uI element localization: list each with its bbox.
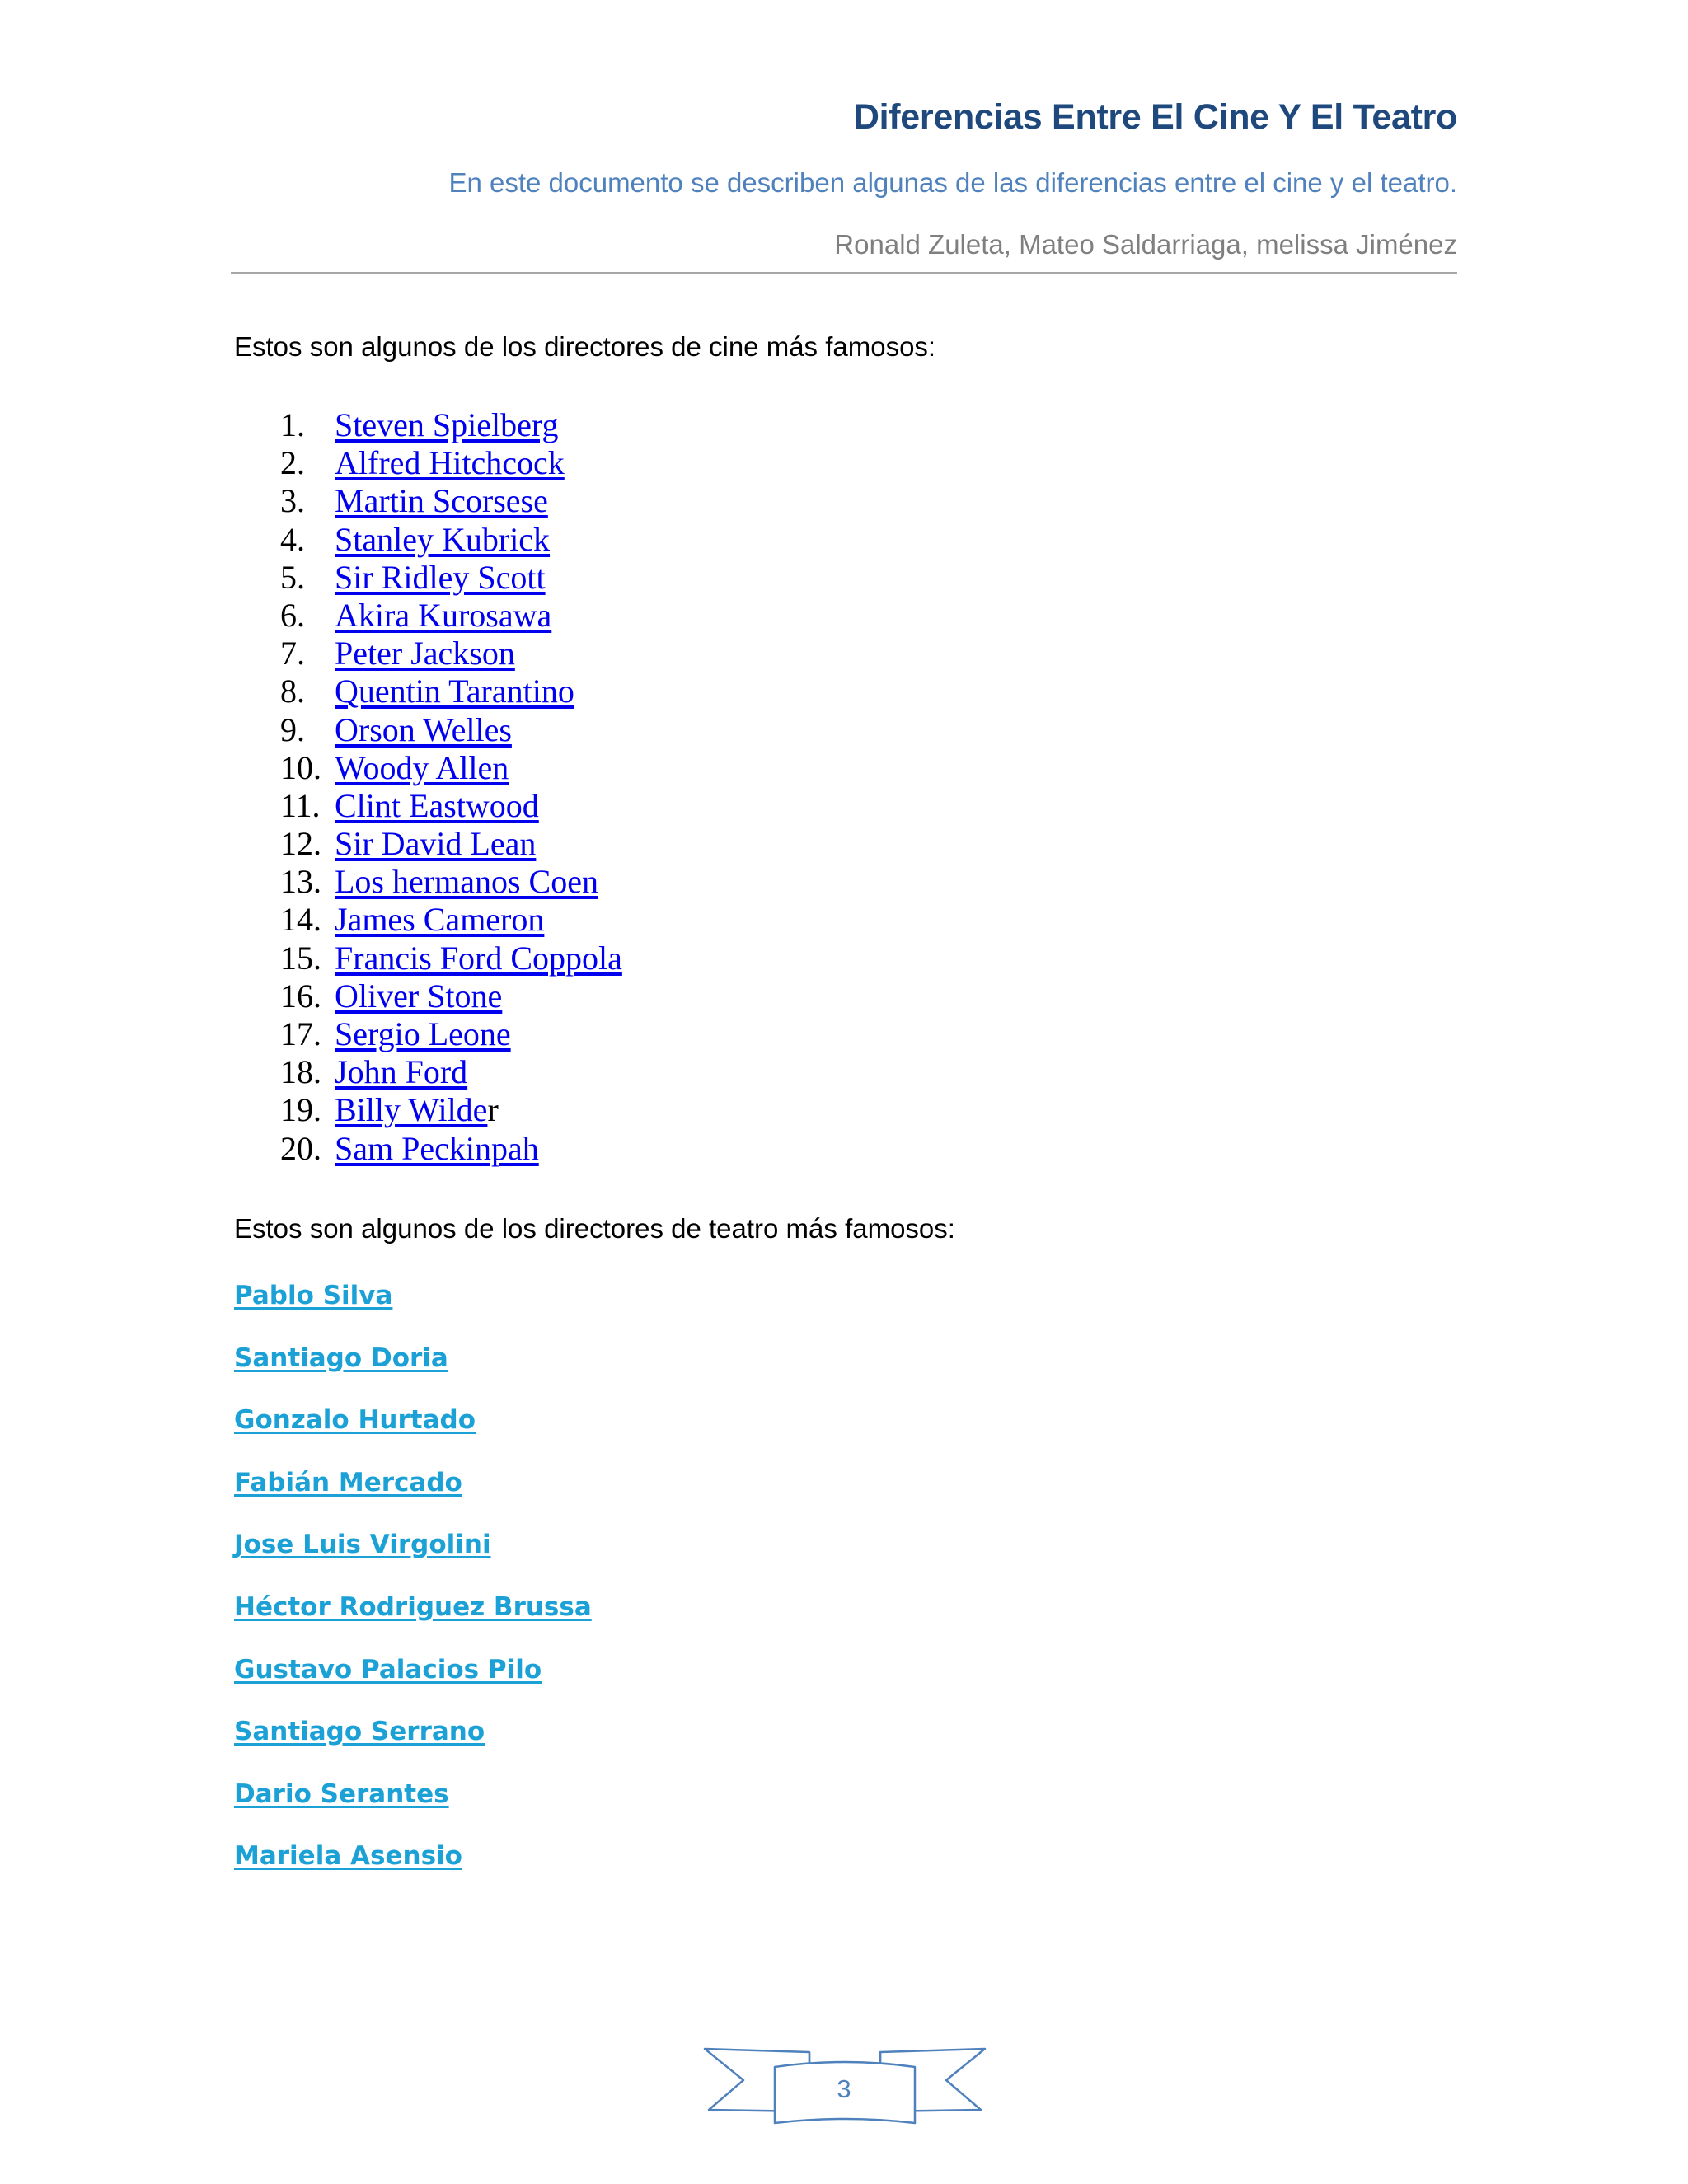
list-item-number: 2.: [280, 444, 305, 482]
list-item: [280, 711, 622, 749]
list-item-number: 6.: [280, 596, 305, 634]
list-item: [234, 1654, 592, 1717]
list-item-number: 15.: [280, 939, 321, 977]
list-item: [280, 1091, 622, 1129]
list-item: [234, 1343, 592, 1405]
list-item-number: 10.: [280, 748, 321, 786]
list-item-number: 12.: [280, 825, 321, 863]
director-link[interactable]: Akira Kurosawa: [335, 596, 552, 634]
list-item-number: 20.: [280, 1129, 321, 1167]
director-link[interactable]: Woody Allen: [335, 748, 509, 786]
director-link[interactable]: Stanley Kubrick: [335, 520, 551, 558]
list-item: [280, 825, 622, 863]
list-item-number: 9.: [280, 710, 305, 748]
list-item-number: 14.: [280, 901, 321, 939]
list-item: [234, 1280, 592, 1343]
director-link[interactable]: Sir Ridley Scott: [335, 558, 546, 596]
director-link[interactable]: Sir David Lean: [335, 825, 537, 863]
director-link[interactable]: Sergio Leone: [335, 1015, 511, 1052]
theater-director-link[interactable]: Jose Luis Virgolini: [234, 1530, 491, 1560]
list-item-trailing-text: r: [487, 1091, 499, 1129]
list-item: [280, 482, 622, 520]
list-item-number: 5.: [280, 558, 305, 596]
theater-director-link[interactable]: Santiago Serrano: [234, 1717, 485, 1747]
page-number: 3: [837, 2074, 851, 2103]
list-item: [234, 1467, 592, 1530]
director-link[interactable]: Oliver Stone: [335, 977, 503, 1015]
list-item: [280, 1015, 622, 1053]
document-authors: Ronald Zuleta, Mateo Saldarriaga, melissa Jiménez: [834, 229, 1457, 260]
list-item-number: 8.: [280, 673, 305, 710]
list-item-number: 17.: [280, 1015, 321, 1052]
theater-director-link[interactable]: Pablo Silva: [234, 1281, 393, 1310]
list-item: [280, 787, 622, 825]
list-item-number: 1.: [280, 406, 305, 443]
theater-director-link[interactable]: Dario Serantes: [234, 1779, 449, 1809]
list-item: [280, 940, 622, 977]
list-item: [280, 597, 622, 635]
list-item: [280, 863, 622, 901]
list-item: [280, 635, 622, 673]
list-item: [234, 1529, 592, 1591]
director-link[interactable]: Quentin Tarantino: [335, 673, 574, 710]
film-directors-intro: Estos son algunos de los directores de cine más famosos:: [234, 331, 936, 362]
theater-directors-intro: Estos son algunos de los directores de teatro más famosos:: [234, 1213, 955, 1244]
director-link[interactable]: James Cameron: [335, 901, 545, 939]
list-item: [234, 1404, 592, 1467]
theater-director-link[interactable]: Gonzalo Hurtado: [234, 1405, 476, 1436]
list-item-number: 16.: [280, 977, 321, 1015]
list-item: [234, 1840, 592, 1903]
list-item: [280, 749, 622, 787]
director-link[interactable]: Steven Spielberg: [335, 406, 559, 443]
theater-director-link[interactable]: Mariela Asensio: [234, 1841, 462, 1872]
director-link[interactable]: Sam Peckinpah: [335, 1129, 539, 1167]
director-link[interactable]: Billy Wilde: [335, 1091, 488, 1129]
document-title: Diferencias Entre El Cine Y El Teatro: [853, 97, 1457, 137]
director-link[interactable]: Orson Welles: [335, 710, 512, 748]
director-link[interactable]: Los hermanos Coen: [335, 863, 598, 901]
theater-director-link[interactable]: Gustavo Palacios Pilo: [234, 1654, 542, 1685]
list-item: [280, 406, 622, 444]
theater-director-link[interactable]: Fabián Mercado: [234, 1467, 462, 1497]
list-item: [280, 559, 622, 597]
list-item-number: 13.: [280, 863, 321, 901]
list-item-number: 7.: [280, 635, 305, 673]
director-link[interactable]: Francis Ford Coppola: [335, 939, 622, 977]
theater-directors-list: [234, 1280, 592, 1903]
list-item: [280, 444, 622, 482]
theater-director-link[interactable]: Héctor Rodriguez Brussa: [234, 1591, 592, 1622]
list-item: [280, 1130, 622, 1168]
list-item: [280, 521, 622, 559]
document-subtitle: En este documento se describen algunas de las diferencias entre el cine y el teatro.: [448, 167, 1457, 198]
list-item-number: 19.: [280, 1091, 321, 1129]
director-link[interactable]: John Ford: [335, 1053, 468, 1091]
header-divider: [231, 272, 1457, 274]
list-item-number: 11.: [280, 786, 321, 824]
list-item: [234, 1591, 592, 1654]
list-item-number: 3.: [280, 482, 305, 520]
director-link[interactable]: Martin Scorsese: [335, 482, 548, 520]
list-item: [234, 1716, 592, 1779]
director-link[interactable]: Peter Jackson: [335, 635, 515, 673]
list-item: [234, 1779, 592, 1841]
director-link[interactable]: Alfred Hitchcock: [335, 444, 565, 482]
list-item: [280, 673, 622, 710]
list-item-number: 4.: [280, 520, 305, 558]
list-item-number: 18.: [280, 1053, 321, 1091]
film-directors-list: [280, 406, 622, 1168]
list-item: [280, 977, 622, 1015]
list-item: [280, 1053, 622, 1091]
list-item: [280, 901, 622, 939]
theater-director-link[interactable]: Santiago Doria: [234, 1343, 448, 1373]
director-link[interactable]: Clint Eastwood: [335, 786, 539, 824]
